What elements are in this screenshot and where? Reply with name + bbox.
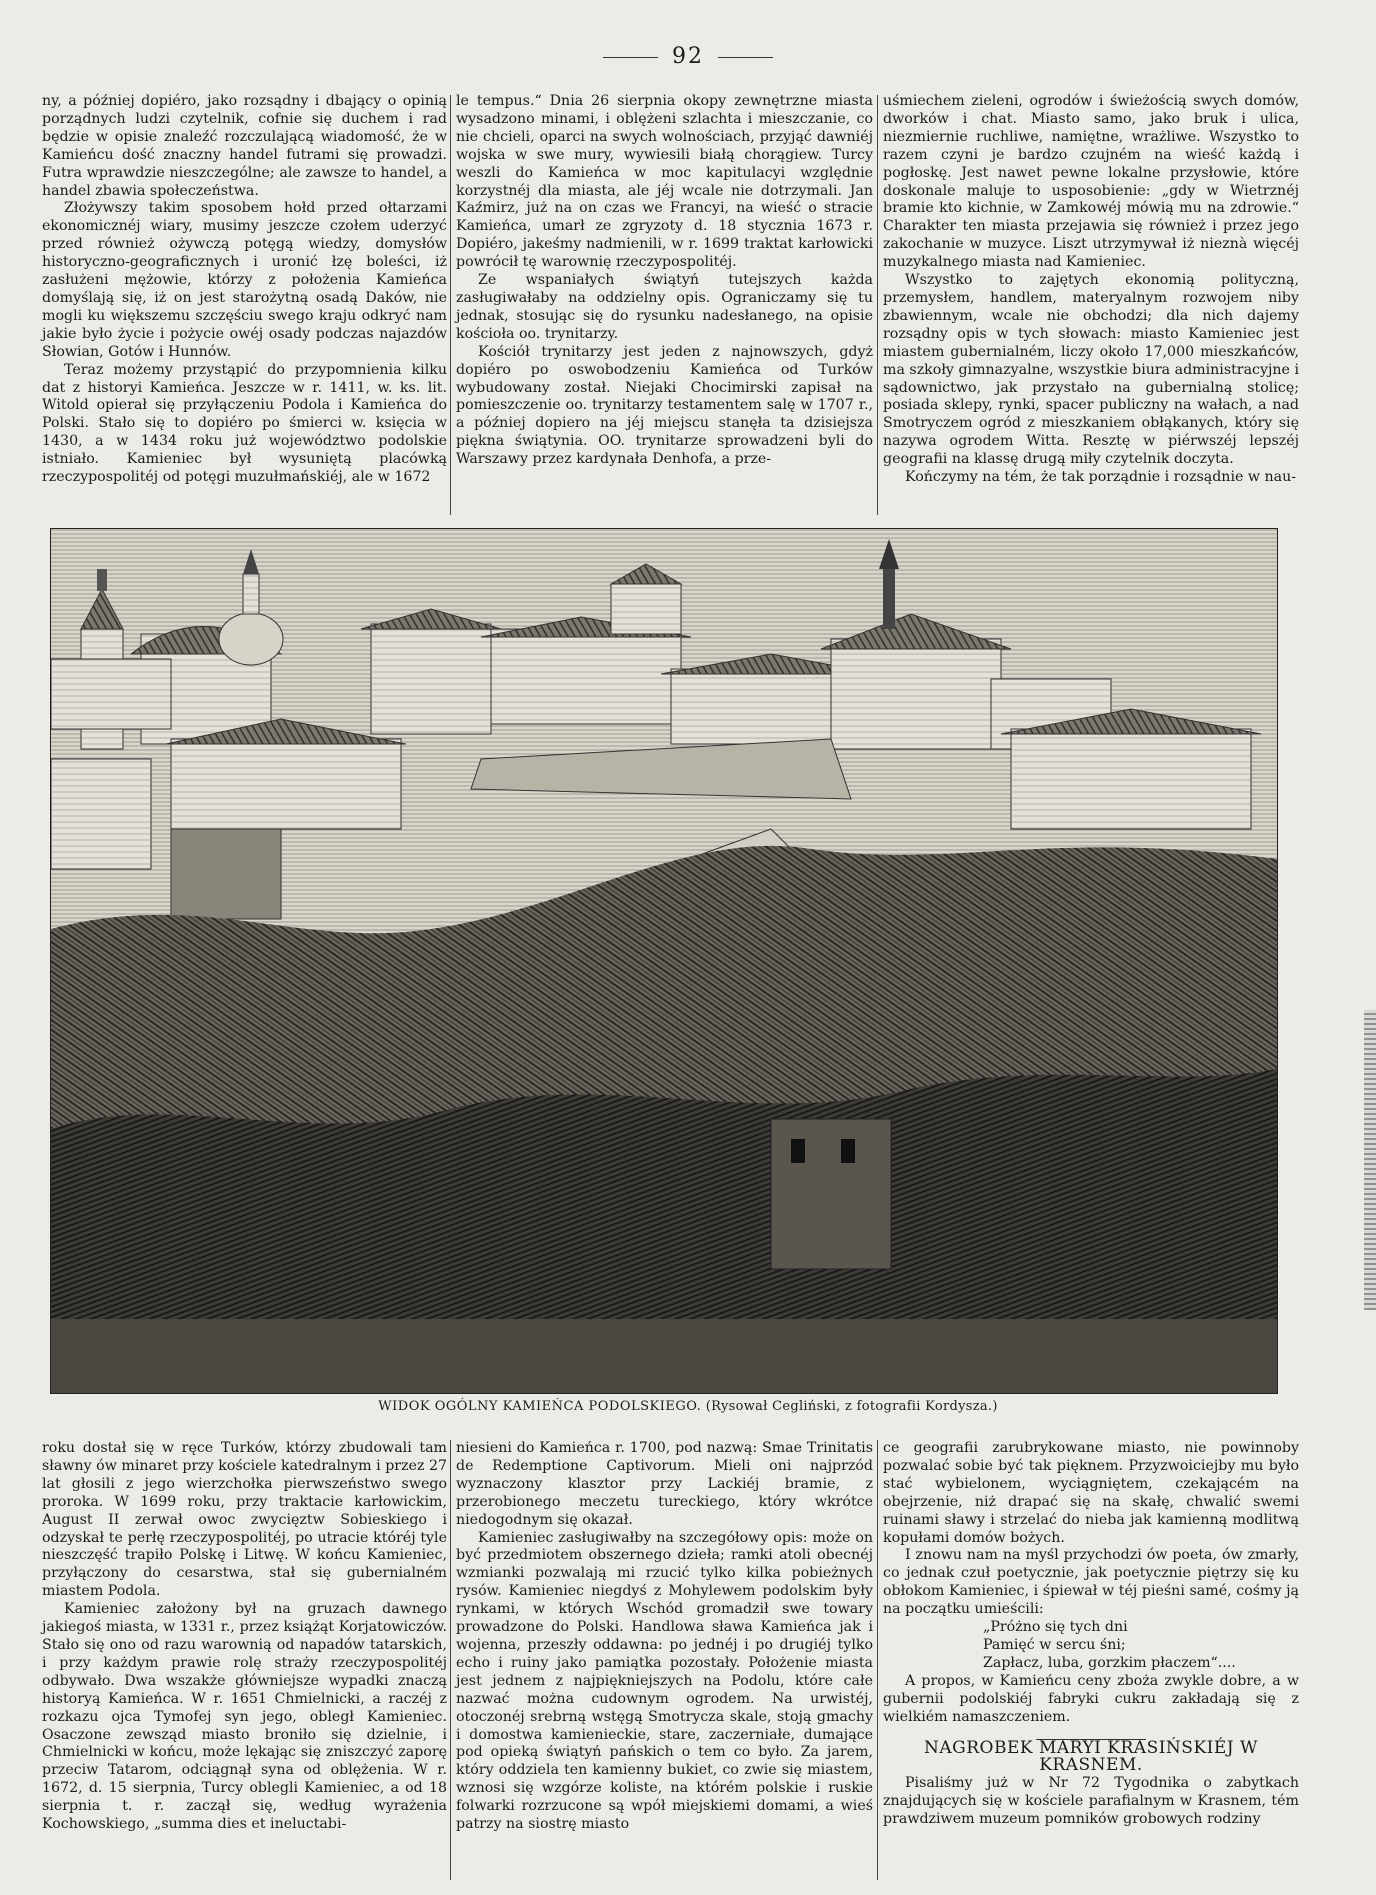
bottom-column-2	[456, 1440, 873, 1834]
paragraph: A propos, w Kamieńcu ceny zboża zwykle dobre, a w gubernii podolskiéj fabryki cukru zakładają się z wielkiém namaszczeniem.	[883, 1672, 1299, 1725]
ruined-tower	[771, 1119, 891, 1269]
foreground-ground	[51, 1319, 1277, 1393]
engraving-drawing	[51, 529, 1277, 1393]
bottom-column-3	[883, 1440, 1299, 1829]
paragraph: Ze wspaniałych świątyń tutejszych każda zasługiwałaby na oddzielny opis. Ograniczamy się tu jednak, stosując się do rysunku nadesłanego, na opisie kościoła oo. trynitarzy.	[456, 272, 873, 342]
paragraph: roku dostał się w ręce Turków, którzy zbudowali tam sławny ów minaret przy kościele katedralnym i przez 27 lat głosili z jego wierzchołka pierwszeństwo swego proroka. W 1699 roku, przy traktacie karłowickim, August II zerwał owoc zwycięztw Sobieskiego i odzyskał te perłę rzeczypospolitéj, po utracie któréj tyle nieszczęść trapiło Polskę i Litwę. W końcu Kamieniec, przyłączony do cesarstwa, stał się gubernialném miastem Podola.	[42, 1440, 447, 1600]
column-divider	[450, 95, 451, 515]
column-divider	[877, 1440, 878, 1880]
paragraph: ce geografii zarubrykowane miasto, nie powinnoby pozwalać sobie być tak pięknem. Przyzwoiciejby mu było stać wybielonem, wyciągniętem, czekającém na obejrzenie, niż drapać się na skałę, chwalić swemi ruinami sławy i strzelać do nieba jak kamienną modlitwą kopułami domów bożych.	[883, 1440, 1299, 1546]
paragraph: Kamieniec zasługiwałby na szczegółowy opis: może on być przedmiotem obszernego dzieła; ramki atoli obecnéj wzmianki pozwalają mi rzucić tylko kilka pobieżnych rysów. Kamieniec niegdyś z Mohylewem podolskim były rynkami, w których Wschód gromadził swe towary prowadzone do Polski. Handlowa sława Kamieńca jak i wojenna, przeszły oddawna: po jednéj i po drugiéj tylko echo i ruiny jako pamiątka pozostały. Położenie miasta jest jednem z najpiękniejszych na Podolu, które całe nazwać można cudownym ogrodem. Na urwistéj, otoczonéj srebrną wstęgą Smotrycza skale, stoją gmachy i domostwa kamienieckie, stare, zaczerniałe, dumające pod opieką świątyń pańskich o tem co było. Za jarem, który oddziela ten kamienny bukiet, co zwie się miastem, wznosi się wzgórze koliste, na którém polskie i ruskie folwarki rozrzucone są wpół miejskiemi domami, a wieś patrzy na siostrę miasto	[456, 1529, 873, 1833]
paragraph: Kościół trynitarzy jest jeden z najnowszych, gdyż dopiéro po oswobodzeniu Kamieńca od Turków wybudowany został. Niejaki Chocimirski zapisał na pomieszczenie oo. trynitarzy testamentem salę w 1707 r., a później dopiero na jéj miejscu stanęła ta dzisiejsza piękna świątynia. OO. trynitarze sprowadzeni byli do Warszawy przez kardynała Denhofa, a prze-	[456, 343, 873, 468]
paragraph: niesieni do Kamieńca r. 1700, pod nazwą: Smae Trinitatis de Redemptione Captivorum. Mieli oni najprzód wyznaczony klasztor przy Lackiéj bramie, z przerobionego meczetu tureckiego, który wkrótce niedogodnym się okazał.	[456, 1440, 873, 1528]
edge-scan-artifact	[1364, 1010, 1376, 1310]
top-column-3	[883, 93, 1299, 487]
page-number-rule-right	[718, 57, 773, 58]
figure-caption	[0, 1399, 1376, 1414]
engraving-illustration	[50, 528, 1278, 1394]
paragraph: Kamieniec założony był na gruzach dawnego jakiegoś miasta, w 1331 r., przez książąt Korjatowiczów. Stało się ono od razu warownią od napadów tatarskich, i przy każdym prawie rolę straży rzeczypospolitéj odbywało. Dwa wszakże główniejsze wypadki znaczą historyą Kamieńca. W r. 1651 Chmielnicki, a raczéj z rozkazu ojca Tymofej syn jego, obległ Kamieniec. Osaczone zewsząd miasto broniło się dzielnie, i Chmielnicki w końcu, może lękając się zniszczyć zaporę przeciw Tatarom, odciągnął syna od oblężenia. W r. 1672, d. 15 sierpnia, Turcy oblegli Kamieniec, a od 18 sierpnia t. r. zaczął się, według wyrażenia Kochowskiego, „summa dies et ineluctabi-	[42, 1601, 447, 1833]
poem-line: Pamięć w sercu śni;	[983, 1636, 1126, 1653]
paragraph: I znowu nam na myśl przychodzi ów poeta, ów zmarły, co jednak czuł poetycznie, jak poetycznie piętrzy się ku obłokom Kamieniec, i śpiewał w téj pieśni samé, cośmy ją na początku umieścili:	[883, 1547, 1299, 1618]
poem-line: Zapłacz, luba, gorzkim płaczem“....	[983, 1654, 1236, 1671]
figure-caption-title: WIDOK OGÓLNY KAMIEŃCA PODOLSKIEGO.	[378, 1399, 702, 1414]
figure-caption-credit: (Rysował Cegliński, z fotografii Kordysza.)	[705, 1399, 998, 1414]
page-number-text: 92	[672, 44, 704, 69]
paragraph: Teraz możemy przystąpić do przypomnienia kilku dat z historyi Kamieńca. Jeszcze w r. 1411, w. ks. lit. Witold opierał się przyłączeniu Podola i Kamieńca do Polski. Stało się to dopiéro po śmierci w. księcia w 1430, a w 1434 roku już województwo podolskie istniało. Kamieniec był wysuniętą placówką rzeczypospolitéj od potęgi muzułmańskiéj, ale w 1672	[42, 361, 447, 486]
paragraph: Kończymy na tém, że tak porządnie i rozsądnie w nau-	[905, 469, 1297, 486]
top-column-2	[456, 93, 873, 469]
column-divider	[877, 95, 878, 515]
paragraph: uśmiechem zieleni, ogrodów i świeżością swych domów, dworków i chat. Miasto samo, jako bruk i ulica, niezmiernie ruchliwe, namiętne, wrażliwe. Wszystko to razem czyni je bardzo czujném na wieść każdą i pogłoskę. Jest nawet pewne lokalne przysłowie, które doskonale maluje to usposobienie: „gdy w Wietrznéj bramie kto kichnie, w Zamkowéj mówią mu na zdrowie.“ Charakter ten miasta przejawia się również i przez jego zakochanie w muzyce. Liszt utrzymywał iż nieznà więcéj muzykalnego miasta nad Kamieniec.	[883, 93, 1299, 271]
paragraph: le tempus.“ Dnia 26 sierpnia okopy zewnętrzne miasta wysadzono minami, i oblężeni szlachta i mieszczanie, co nie chcieli, oparci na swych wolnościach, przyjąć dawniéj wojska w swe mury, wywiesili białą chorągiew. Turcy weszli do Kamieńca w moc kapitulacyi względnie korzystnéj dla miasta, ale jéj wcale nie dotrzymali. Jan Kaźmirz, już na on czas we Francyi, na wieść o stracie Kamieńca, umarł ze zgryzoty d. 18 stycznia 1673 r. Dopiéro, jakeśmy nadmienili, w r. 1699 traktat karłowicki powrócił tę warownię rzeczypospolitéj.	[456, 93, 873, 271]
column-divider	[450, 1440, 451, 1880]
paragraph: Złożywszy takim sposobem hołd przed ołtarzami ekonomicznéj wiary, musimy jeszcze czołem uderzyć przed również ożywczą potęgą wiedzy, domysłów historyczno-geograficznych i uronić łzę boleści, iż zasłużeni mężowie, którzy z położenia Kamieńca domyślają się, iż on jest starożytną osadą Daków, nie mogli ku większemu szczęściu swego kraju odkryć nam jakie było życie i pożycie owéj osady podczas najazdów Słowian, Gotów i Hunnów.	[42, 200, 447, 360]
page-number-rule-left	[603, 57, 658, 58]
top-column-1	[42, 93, 447, 487]
bottom-column-1	[42, 1440, 447, 1834]
paragraph: Wszystko to zajętych ekonomią polityczną, przemysłem, handlem, materyalnym rozwojem niby zbawiennym, wcale nie obchodzi; dla nich dajemy rozsądny opis w tych słowach: miasto Kamieniec jest miastem gubernialném, liczy około 17,000 mieszkańców, ma szkoły gimnazyalne, wszystkie biura administracyjne i sądownictwo, jak przystało na gubernialną stolicę; posiada sklepy, rynki, spacer publiczny na wałach, a nad Smotryczem ogród z mieszkaniem obłąkanych, który się nazywa ogrodem Witta. Resztę w piérwszéj lepszéj geografii na klassę drugą miły czytelnik doczyta.	[883, 272, 1299, 468]
poem-line: „Próżno się tych dni	[983, 1619, 1128, 1636]
paragraph: ny, a później dopiéro, jako rozsądny i dbający o opinią porządnych ludzi czytelnik, cofnie się duchem i rad będzie w opisie znaleźć rozczulającą wiadomość, że w Kamieńcu dość znaczny handel futrami się prowadzi. Futra wprawdzie nieszczególne; ale zawsze to handel, a handel zbawia społeczeństwa.	[42, 93, 447, 199]
section-title: NAGROBEK MARYI KRASIŃSKIÉJ W KRASNEM.	[924, 1737, 1258, 1776]
paragraph: Pisaliśmy już w Nr 72 Tygodnika o zabytkach znajdujących się w kościele parafialnym w Krasnem, tém prawdziwem muzeum pomników grobowych rodziny	[883, 1775, 1299, 1828]
page-number	[0, 44, 1376, 69]
